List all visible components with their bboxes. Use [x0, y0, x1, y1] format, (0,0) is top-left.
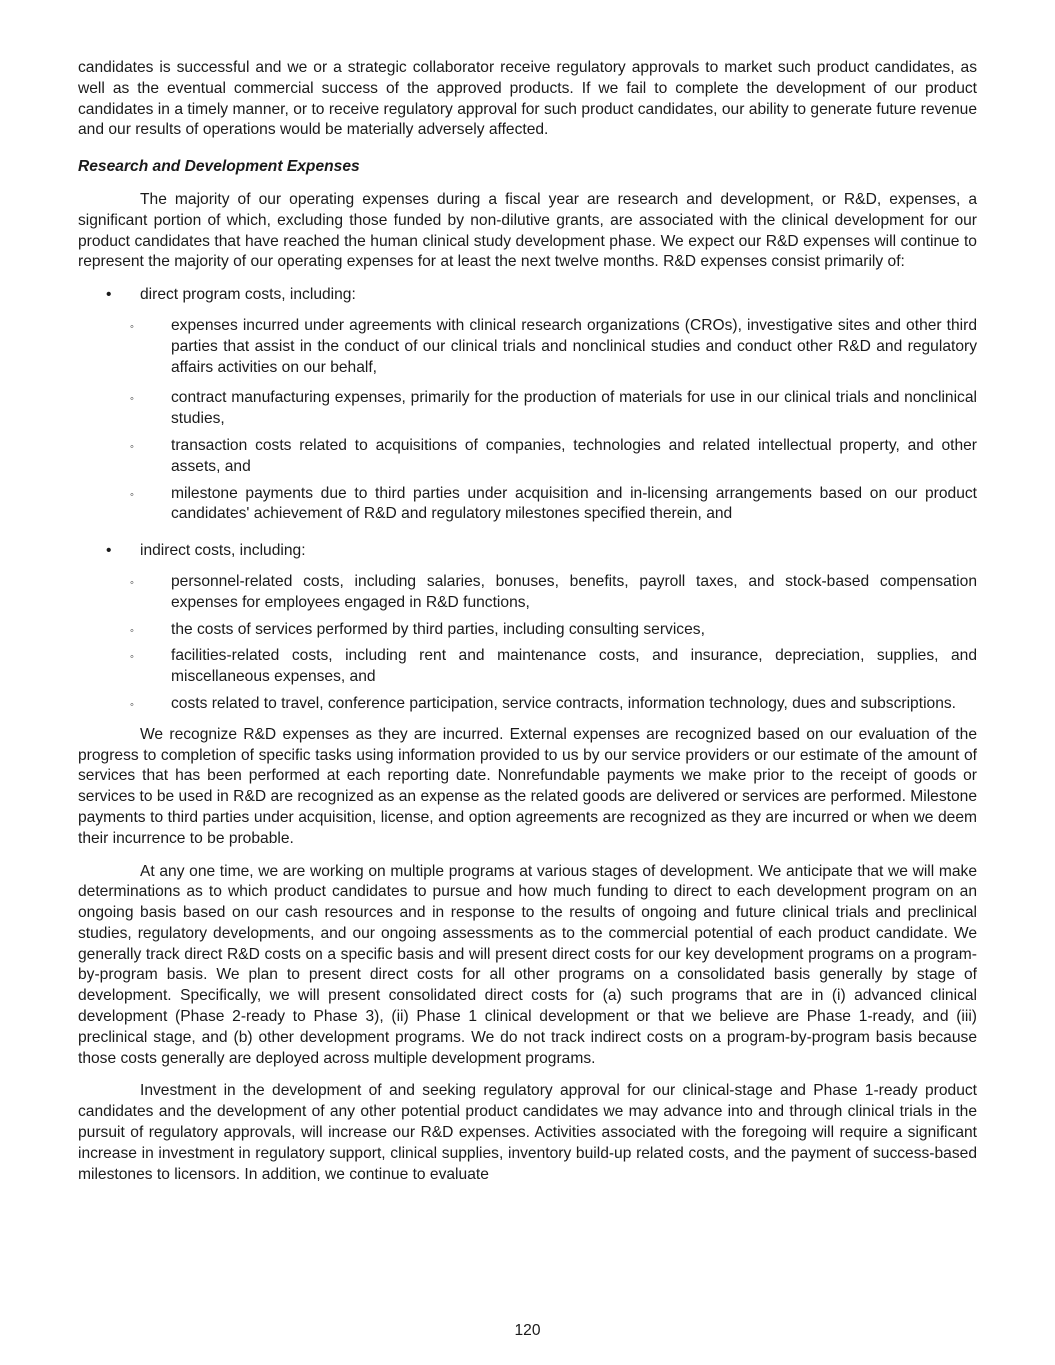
sub-bullet-marker-icon: ◦: [130, 320, 134, 333]
sub-item-text: costs related to travel, conference participation, service contracts, information technology, dues and subscriptions.: [171, 694, 957, 712]
sub-item: [78, 316, 977, 378]
direct-costs-sub-list: [130, 316, 977, 525]
cost-bullet-list: [78, 285, 977, 715]
sub-item-text: the costs of services performed by third parties, including consulting services,: [171, 620, 705, 638]
paragraph-program-tracking: At any one time, we are working on multiple programs at various stages of development. We anticipate that we will make determinations as to which product candidates to pursue and how much funding to direct to each development program on an ongoing basis based on our cash resources and in response to the results of ongoing and future clinical trials and preclinical studies, regulatory developments, and our ongoing assessments as to the commercial potential of each product candidate. We generally track direct R&D costs on a specific basis and will present direct costs for our key development programs on a program-by-program basis. We plan to present direct costs for all other programs on a consolidated basis generally by stage of development. Specifically, we will present consolidated direct costs for (a) such programs that are in (i) advanced clinical development (Phase 2-ready to Phase 3), (ii) Phase 1 clinical development or that we believe are Phase 1-ready, and (iii) preclinical stage, and (b) other development programs. We do not track indirect costs on a program-by-program basis because those costs generally are deployed across multiple development programs.: [78, 862, 977, 1067]
bullet-label: indirect costs, including:: [140, 542, 306, 560]
sub-item-text: contract manufacturing expenses, primarily for the production of materials for use in our clinical trials and nonclinical studies,: [171, 389, 977, 428]
sub-item-text: facilities-related costs, including rent and maintenance costs, and insurance, depreciation, supplies, and miscellaneous expenses, and: [171, 647, 977, 686]
sub-bullet-marker-icon: ◦: [130, 624, 134, 637]
paragraph-investment: Investment in the development of and seeking regulatory approval for our clinical-stage and Phase 1-ready product candidates and the development of any other potential product candidates we may advance into and through clinical trials in the pursuit of regulatory approvals, will increase our R&D expenses. Activities associated with the foregoing will require a significant increase in investment in regulatory support, clinical supplies, inventory build-up related costs, and the payment of success-based milestones to licensors. In addition, we continue to evaluate: [78, 1082, 977, 1183]
bullet-marker-icon: •: [106, 542, 112, 560]
sub-item: [78, 436, 977, 478]
indirect-costs-sub-list: [130, 572, 977, 715]
sub-item: [78, 694, 977, 715]
intro-paragraph: candidates is successful and we or a strategic collaborator receive regulatory approvals to market such product candidates, as well as the eventual commercial success of the approved products. If we fail to complete the development of our product candidates in a timely manner, or to receive regulatory approval for such product candidates, our ability to generate future revenue and our results of operations would be materially adversely affected.: [78, 59, 977, 139]
sub-bullet-marker-icon: ◦: [130, 651, 134, 664]
sub-item: [78, 646, 977, 688]
bullet-marker-icon: •: [106, 286, 112, 304]
sub-item-text: milestone payments due to third parties under acquisition and in-licensing arrangements based on our product candidates' achievement of R&D and regulatory milestones specified therein, and: [171, 484, 977, 523]
sub-bullet-marker-icon: ◦: [130, 440, 134, 453]
document-page: [78, 58, 977, 1197]
section-heading: Research and Development Expenses: [78, 158, 360, 176]
sub-bullet-marker-icon: ◦: [130, 576, 134, 589]
page-number: 120: [514, 1322, 541, 1339]
paragraph-rd-overview: The majority of our operating expenses during a fiscal year are research and development, or R&D, expenses, a significant portion of which, excluding those funded by non-dilutive grants, are associated with the clinical development for our product candidates that have reached the human clinical study development phase. We expect our R&D expenses will continue to represent the majority of our operating expenses for at least the next twelve months. R&D expenses consist primarily of:: [78, 190, 977, 271]
sub-bullet-marker-icon: ◦: [130, 393, 134, 406]
paragraph-expense-recognition: We recognize R&D expenses as they are incurred. External expenses are recognized based on our evaluation of the progress to completion of specific tasks using information provided to us by our service providers or our estimate of the amount of services that has been performed at each reporting date. Nonrefundable payments we make prior to the receipt of goods or services to be used in R&D are recognized as an expense as the related goods are delivered or services are performed. Milestone payments to third parties under acquisition, license, and option agreements are recognized as they are incurred or when we deem their incurrence to be probable.: [78, 725, 977, 847]
sub-item-text: transaction costs related to acquisitions of companies, technologies and related intellectual property, and other assets, and: [171, 436, 977, 475]
sub-item-text: personnel-related costs, including salaries, bonuses, benefits, payroll taxes, and stock-based compensation expenses for employees engaged in R&D functions,: [171, 572, 977, 611]
sub-item: [78, 388, 977, 430]
bullet-direct-costs: [78, 285, 977, 525]
sub-item: [78, 572, 977, 614]
bullet-label: direct program costs, including:: [140, 286, 356, 304]
sub-item-text: expenses incurred under agreements with clinical research organizations (CROs), investigative sites and other third parties that assist in the conduct of our clinical trials and nonclinical studies and conduct other R&D and regulatory affairs activities on our behalf,: [171, 316, 977, 376]
bullet-indirect-costs: [78, 541, 977, 715]
sub-bullet-marker-icon: ◦: [130, 698, 134, 711]
sub-item: [78, 620, 977, 641]
sub-item: [78, 484, 977, 526]
sub-bullet-marker-icon: ◦: [130, 488, 134, 501]
